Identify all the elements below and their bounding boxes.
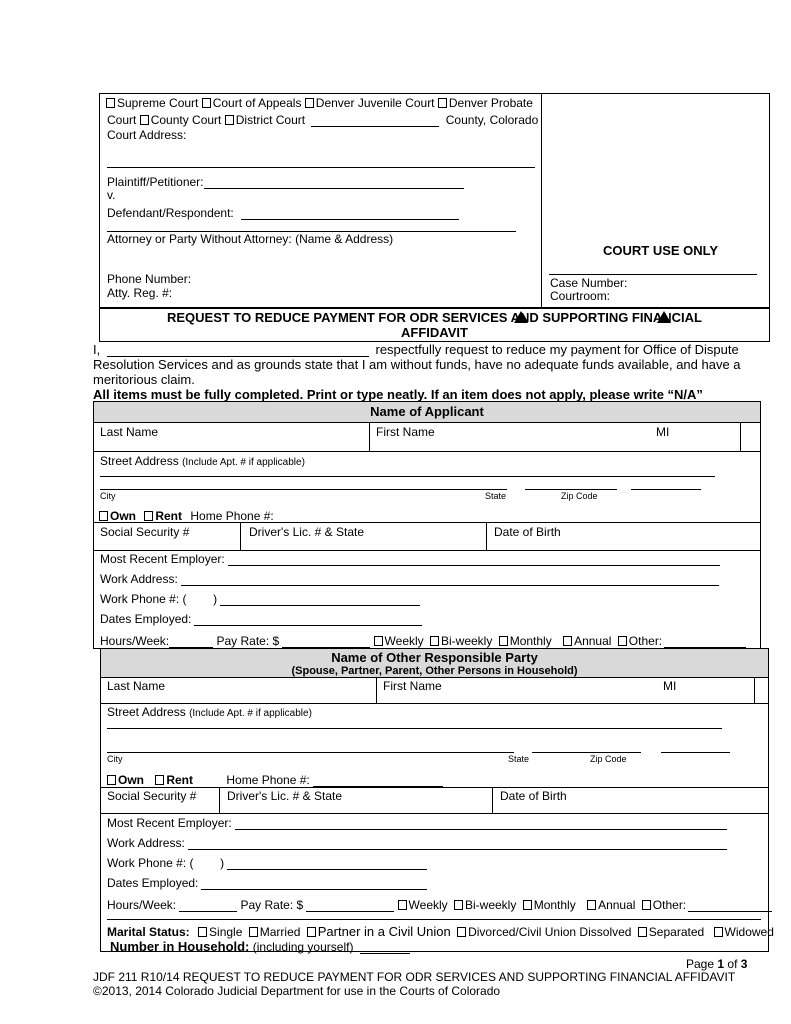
copyright: ©2013, 2014 Colorado Judicial Department for use in the Courts of Colorado (93, 984, 501, 998)
monthly-label: Monthly (509, 634, 552, 648)
intro-line-1-text: respectfully request to reduce my payment for Office of Dispute (375, 342, 739, 357)
civil-union-label: Partner in a Civil Union (317, 924, 451, 939)
applicant-own-rent-row (99, 509, 409, 523)
city-line[interactable] (100, 489, 507, 490)
other-weekly-checkbox[interactable] (398, 900, 407, 910)
denver-juvenile-checkbox[interactable] (305, 98, 314, 108)
single-checkbox[interactable] (198, 927, 207, 937)
other-zip-label: Zip Code (590, 754, 627, 764)
other-employer-row (107, 816, 727, 830)
drivers-lic-label: Driver's Lic. # & State (249, 525, 364, 539)
hours-week-label: Hours/Week: (100, 634, 170, 648)
county-court-checkbox[interactable] (140, 115, 149, 125)
instructions: All items must be fully completed. Print or type neatly. If an item does not apply, please write “N/A” (93, 387, 703, 402)
other-dates-employed-label: Dates Employed: (107, 876, 199, 890)
county-colorado-label: County, Colorado (445, 113, 539, 127)
separated-checkbox[interactable] (638, 927, 647, 937)
own-checkbox[interactable] (99, 511, 108, 521)
court-of-appeals-checkbox[interactable] (202, 98, 211, 108)
annual-checkbox[interactable] (563, 636, 572, 646)
other-rent-label: Rent (166, 773, 194, 787)
other-first-name-label: First Name (383, 679, 442, 693)
other-street-address-label: Street Address (107, 705, 186, 719)
other-mi-label: MI (663, 679, 677, 693)
atty-reg-label: Atty. Reg. #: (107, 286, 173, 300)
first-name-label: First Name (376, 425, 435, 439)
courtroom-label[interactable]: Courtroom: (550, 289, 611, 303)
other-pay-rate-field[interactable] (306, 911, 394, 912)
form-id: JDF 211 R10/14 REQUEST TO REDUCE PAYMENT FOR ODR SERVICES AND SUPPORTING FINANCIAL AFFIDAVIT (93, 970, 736, 984)
defendant-row (107, 206, 459, 220)
ssn-label: Social Security # (100, 525, 190, 539)
other-label: Other: (628, 634, 663, 648)
district-court-label: District Court (235, 113, 306, 127)
page-indicator (686, 957, 747, 971)
work-phone-field[interactable] (220, 605, 420, 606)
county-court-label: County Court (150, 113, 222, 127)
last-name-label: Last Name (100, 425, 159, 439)
other-dates-employed-row (107, 876, 427, 890)
attorney-label: Attorney or Party Without Attorney: (Name & Address) (107, 232, 394, 246)
street-address-note: (Include Apt. # if applicable) (182, 457, 305, 468)
dates-employed-row (100, 612, 422, 626)
last-name-cell[interactable] (93, 423, 370, 451)
other-work-phone-field[interactable] (227, 869, 427, 870)
other-pay-rate-label: Pay Rate: $ (240, 898, 304, 912)
work-phone-label: Work Phone #: ( ) (100, 592, 218, 606)
court-of-appeals-label: Court of Appeals (212, 96, 302, 110)
page-total: 3 (740, 957, 748, 971)
other-city-label: City (107, 754, 123, 764)
court-address-line[interactable] (107, 167, 535, 168)
work-address-row (100, 572, 719, 586)
other-hours-pay-row (107, 898, 772, 912)
county-name-field[interactable] (311, 126, 439, 127)
other-other-checkbox[interactable] (642, 900, 651, 910)
other-drivers-lic-label: Driver's Lic. # & State (227, 789, 342, 803)
plaintiff-label: Plaintiff/Petitioner: (107, 175, 204, 189)
other-other-field[interactable] (688, 911, 772, 912)
other-own-label: Own (118, 773, 144, 787)
page-of: of (727, 957, 738, 971)
other-state-label: State (508, 754, 530, 764)
dob-label: Date of Birth (494, 525, 561, 539)
other-work-phone-row (107, 856, 427, 870)
other-work-address-row (107, 836, 727, 850)
other-weekly-label: Weekly (408, 898, 448, 912)
applicant-name-row (93, 423, 761, 452)
street-address-label: Street Address (100, 454, 179, 468)
other-rent-checkbox[interactable] (155, 775, 164, 785)
other-employer-label: Most Recent Employer: (107, 816, 232, 830)
other-biweekly-label: Bi-weekly (465, 898, 517, 912)
biweekly-checkbox[interactable] (430, 636, 439, 646)
work-phone-row (100, 592, 420, 606)
other-drivers-lic-cell[interactable] (220, 788, 493, 813)
other-biweekly-checkbox[interactable] (454, 900, 463, 910)
other-street-row (107, 705, 312, 719)
other-ssn-label: Social Security # (107, 789, 197, 803)
other-own-checkbox[interactable] (107, 775, 116, 785)
other-work-phone-label: Work Phone #: ( ) (107, 856, 225, 870)
mi-label: MI (656, 425, 670, 439)
household-field[interactable] (360, 953, 410, 954)
denver-probate-checkbox[interactable] (438, 98, 447, 108)
ssn-cell[interactable] (93, 523, 241, 550)
other-hours-week-field[interactable] (179, 911, 237, 912)
marital-status-label: Marital Status: (107, 925, 190, 939)
drivers-lic-cell[interactable] (241, 523, 487, 550)
applicant-street-row (100, 454, 305, 468)
married-label: Married (259, 925, 301, 939)
supreme-court-checkbox[interactable] (106, 98, 115, 108)
applicant-id-row (93, 522, 761, 551)
plaintiff-field[interactable] (204, 188, 464, 189)
home-phone-label: Home Phone #: (190, 509, 274, 523)
court-options-row (106, 96, 533, 110)
biweekly-label: Bi-weekly (441, 634, 493, 648)
phone-number-label: Phone Number: (107, 272, 192, 286)
weekly-label: Weekly (384, 634, 424, 648)
other-annual-label: Annual (598, 898, 636, 912)
other-annual-checkbox[interactable] (587, 900, 596, 910)
other-last-name-cell[interactable] (100, 678, 377, 703)
page-number: 1 (717, 957, 725, 971)
other-party-subheader: (Spouse, Partner, Parent, Other Persons in Household) (291, 665, 578, 677)
employer-row (100, 552, 720, 566)
other-city-line[interactable] (107, 752, 514, 753)
other-monthly-checkbox[interactable] (523, 900, 532, 910)
other-employer-field[interactable] (235, 829, 727, 830)
single-label: Single (209, 925, 243, 939)
page-prefix: Page (686, 957, 715, 971)
household-label: Number in Household: (110, 939, 250, 954)
plaintiff-row (107, 175, 464, 189)
dates-employed-field[interactable] (194, 625, 422, 626)
street-address-line[interactable] (100, 476, 715, 477)
other-work-address-label: Work Address: (107, 836, 185, 850)
other-id-row (100, 787, 769, 814)
widowed-label: Widowed (724, 925, 774, 939)
household-row (110, 939, 410, 954)
marker-icon (514, 311, 528, 323)
other-other-label: Other: (652, 898, 687, 912)
work-address-label: Work Address: (100, 572, 178, 586)
marital-divider (107, 919, 761, 920)
other-first-name-cell[interactable] (377, 678, 755, 703)
separated-label: Separated (648, 925, 705, 939)
zip-line[interactable] (631, 489, 701, 490)
other-state-line[interactable] (532, 752, 641, 753)
other-own-rent-row (107, 773, 443, 787)
dates-employed-label: Dates Employed: (100, 612, 192, 626)
state-line[interactable] (525, 489, 617, 490)
defendant-label: Defendant/Respondent: (107, 206, 234, 220)
city-label: City (100, 491, 116, 501)
divorced-label: Divorced/Civil Union Dissolved (468, 925, 632, 939)
civil-union-checkbox[interactable] (307, 927, 316, 937)
hours-pay-row (100, 634, 746, 648)
other-ssn-cell[interactable] (100, 788, 220, 813)
household-note: (including yourself) (252, 940, 354, 954)
court-use-only: COURT USE ONLY (603, 243, 719, 258)
zip-label: Zip Code (561, 491, 598, 501)
weekly-checkbox[interactable] (374, 636, 383, 646)
court-address-label: Court Address: (107, 128, 187, 142)
first-name-cell[interactable] (370, 423, 741, 451)
rent-label: Rent (155, 509, 183, 523)
court-use-line (549, 274, 757, 275)
intro-line-3: meritorious claim. (93, 372, 195, 387)
monthly-checkbox[interactable] (499, 636, 508, 646)
court-options-row-2 (107, 113, 538, 127)
employer-label: Most Recent Employer: (100, 552, 225, 566)
widowed-checkbox[interactable] (714, 927, 723, 937)
case-number-label[interactable]: Case Number: (550, 276, 628, 290)
other-street-line[interactable] (107, 728, 722, 729)
defendant-field[interactable] (241, 219, 459, 220)
other-dates-employed-field[interactable] (201, 889, 427, 890)
married-checkbox[interactable] (249, 927, 258, 937)
form-title-line-1: REQUEST TO REDUCE PAYMENT FOR ODR SERVICES AND SUPPORTING FINANCIAL (167, 310, 702, 325)
marital-status-row (107, 924, 774, 939)
denver-juvenile-label: Denver Juvenile Court (315, 96, 435, 110)
own-label: Own (110, 509, 136, 523)
other-checkbox[interactable] (618, 636, 627, 646)
applicant-header: Name of Applicant (94, 402, 760, 423)
other-name-row (100, 678, 769, 704)
other-street-address-note: (Include Apt. # if applicable) (189, 708, 312, 719)
annual-label: Annual (574, 634, 612, 648)
intro-line-1 (93, 342, 739, 357)
caption-divider (541, 93, 542, 308)
marker-icon (657, 311, 671, 323)
employer-field[interactable] (228, 565, 720, 566)
other-hours-week-label: Hours/Week: (107, 898, 177, 912)
state-label: State (485, 491, 507, 501)
work-address-field[interactable] (181, 585, 719, 586)
other-dob-label: Date of Birth (500, 789, 567, 803)
divorced-checkbox[interactable] (457, 927, 466, 937)
other-work-address-field[interactable] (188, 849, 727, 850)
district-court-checkbox[interactable] (225, 115, 234, 125)
court-word: Court (107, 113, 137, 127)
other-party-header: Name of Other Responsible Party (331, 650, 538, 665)
form-title-line-2: AFFIDAVIT (401, 325, 468, 340)
other-monthly-label: Monthly (533, 898, 576, 912)
intro-line-2: Resolution Services and as grounds state that I am without funds, have no adequate funds available, and have a (93, 357, 741, 372)
v-label: v. (107, 188, 116, 202)
pay-rate-label: Pay Rate: $ (216, 634, 280, 648)
other-zip-line[interactable] (661, 752, 730, 753)
other-last-name-label: Last Name (107, 679, 166, 693)
other-home-phone-label: Home Phone #: (226, 773, 310, 787)
supreme-court-label: Supreme Court (117, 96, 199, 110)
i-label: I, (93, 342, 101, 357)
rent-checkbox[interactable] (144, 511, 153, 521)
denver-probate-label: Denver Probate (448, 96, 533, 110)
